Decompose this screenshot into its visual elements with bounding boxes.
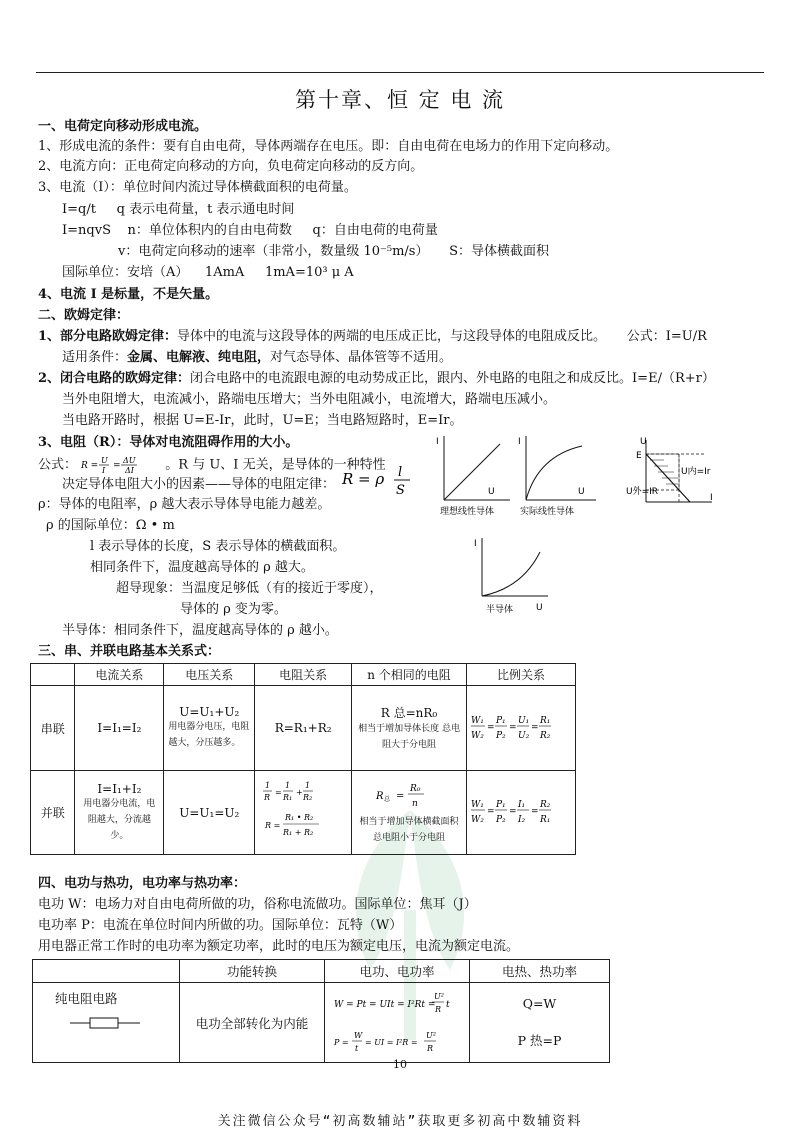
g4-axis-i: I bbox=[474, 539, 477, 549]
series-ratio-formula bbox=[471, 710, 571, 744]
g3-inner: U内=Ir bbox=[681, 467, 711, 477]
svg-text:R₁ + R₂: R₁ + R₂ bbox=[283, 828, 314, 837]
corner-cell bbox=[31, 664, 75, 686]
g2-axis-u: U bbox=[578, 487, 585, 497]
svg-text:R₂: R₂ bbox=[540, 730, 551, 741]
formula-prefix: 公式： bbox=[38, 457, 78, 473]
pw-row1-name: 纯电阻电路 bbox=[55, 991, 118, 1006]
parallel-n-note: 相当于增加导体横截面积 总电阻小于分电阻 bbox=[359, 817, 459, 843]
parallel-current: I=I₁+I₂ bbox=[97, 781, 142, 796]
svg-text:R: R bbox=[435, 1005, 442, 1014]
pw-row1-work bbox=[325, 983, 470, 1063]
g1-label: 理想线性导体 bbox=[440, 507, 495, 517]
s4-line-2: 电功率 P：电流在单位时间内所做的功。国际单位：瓦特（W） bbox=[38, 918, 403, 933]
svg-text:I₂: I₂ bbox=[518, 815, 526, 825]
svg-text:R₀: R₀ bbox=[410, 784, 421, 794]
svg-text:=: = bbox=[531, 722, 539, 733]
series-resistance: R=R₁+R₂ bbox=[255, 686, 352, 771]
s1-line-1: 1、形成电流的条件：要有自由电荷，导体两端存在电压。即：自由电荷在电场力的作用下定向移动。 bbox=[38, 139, 619, 154]
svg-text:W₁: W₁ bbox=[471, 715, 484, 726]
power-table bbox=[32, 959, 610, 1063]
svg-text:= UI = I²R =: = UI = I²R = bbox=[365, 1038, 418, 1047]
svg-text:1: 1 bbox=[305, 781, 311, 790]
parallel-n-cell bbox=[352, 771, 467, 855]
pw-col-heat: 电热、热功率 bbox=[470, 960, 610, 983]
svg-text:R₁ • R₂: R₁ • R₂ bbox=[285, 813, 314, 822]
series-voltage: U=U₁+U₂ bbox=[179, 705, 240, 719]
parallel-voltage: U=U₁=U₂ bbox=[164, 771, 255, 855]
svg-text:P =: P = bbox=[334, 1038, 349, 1047]
svg-text:W: W bbox=[354, 1031, 363, 1040]
s2-p1-label: 1、部分电路欧姆定律： bbox=[38, 329, 178, 344]
svg-text:R: R bbox=[376, 791, 384, 802]
s1-line-2: 2、电流方向：正电荷定向移动的方向，负电荷定向移动的反方向。 bbox=[38, 159, 424, 174]
resistor-symbol bbox=[66, 1013, 146, 1033]
g3-i: I bbox=[710, 493, 713, 503]
svg-text:U²: U² bbox=[426, 1031, 436, 1040]
svg-text:W₂: W₂ bbox=[471, 815, 484, 825]
g1-axis-u: U bbox=[488, 487, 495, 497]
parallel-ratio-formula bbox=[471, 794, 571, 828]
svg-text:P₁: P₁ bbox=[496, 715, 506, 726]
r-formula-svg bbox=[81, 456, 161, 474]
s2-p2-line-3: 当电路开路时，根据 U=E-Ir，此时，U=E；当电路短路时，E=Ir。 bbox=[62, 413, 463, 428]
svg-text:R₂: R₂ bbox=[540, 800, 551, 810]
svg-text:U₂: U₂ bbox=[518, 730, 530, 741]
pw-col-conversion: 功能转换 bbox=[180, 960, 325, 983]
graph-semiconductor bbox=[472, 536, 552, 618]
col-voltage: 电压关系 bbox=[164, 664, 255, 686]
s2-p1-text: 导体中的电流与这段导体的两端的电压成正比，与这段导体的电阻成反比。 公式：I=U/R bbox=[177, 329, 707, 344]
g1-axis-i: I bbox=[436, 437, 439, 447]
s4-line-1: 电功 W：电场力对自由电荷所做的功，俗称电流做功。国际单位：焦耳（J） bbox=[38, 897, 477, 912]
pw-row1-heat-cell bbox=[470, 983, 610, 1063]
formula-tail: 。R 与 U、I 无关，是导体的一种特性 bbox=[165, 457, 386, 473]
svg-text:=: = bbox=[509, 722, 517, 733]
svg-text:S: S bbox=[396, 483, 405, 498]
parallel-resistance bbox=[255, 771, 352, 855]
parallel-ratio bbox=[467, 771, 576, 855]
s2-p2-line-2: 当外电阻增大，电流减小，路端电压增大；当外电阻减小，电流增大，路端电压减小。 bbox=[62, 392, 557, 407]
svg-text:=: = bbox=[275, 788, 282, 797]
svg-text:1: 1 bbox=[265, 781, 271, 790]
row-parallel-name: 并联 bbox=[31, 771, 75, 855]
series-parallel-table bbox=[30, 663, 576, 855]
svg-text:=: = bbox=[113, 461, 121, 471]
series-current: I=I₁=I₂ bbox=[75, 686, 164, 771]
svg-text:P₂: P₂ bbox=[496, 815, 506, 825]
svg-text:P₂: P₂ bbox=[496, 730, 506, 741]
svg-text:=: = bbox=[396, 791, 405, 802]
s1-line-4: 4、电流 I 是标量，不是矢量。 bbox=[38, 287, 219, 302]
svg-text:W = Pt = UIt = I²Rt =: W = Pt = UIt = I²Rt = bbox=[334, 1000, 436, 1010]
svg-text:R = ρ: R = ρ bbox=[342, 470, 385, 488]
svg-text:ΔI: ΔI bbox=[125, 466, 135, 474]
col-n-same: n 个相同的电阻 bbox=[352, 664, 467, 686]
cond-label: 适用条件： bbox=[62, 350, 128, 365]
section-4-heading: 四、电功与热功，电功率与热功率： bbox=[38, 876, 247, 891]
svg-text:ΔU: ΔU bbox=[123, 456, 136, 465]
svg-text:W₁: W₁ bbox=[471, 800, 484, 810]
series-voltage-cell bbox=[164, 686, 255, 771]
s2-p3-line-3: ρ：导体的电阻率，ρ 越大表示导体导电能力越差。 bbox=[38, 497, 331, 512]
s2-p1-cond bbox=[62, 349, 452, 367]
series-n-note: 相当于增加导体长度 总电阻大于分电阻 bbox=[358, 723, 460, 750]
s1-formula-2: I=nqvS n：单位体积内的自由电荷数 q：自由电荷的电荷量 bbox=[62, 223, 438, 238]
pw-heat-p: P 热=P bbox=[517, 1033, 562, 1048]
graph-actual-linear bbox=[516, 432, 606, 518]
svg-text:R₁: R₁ bbox=[540, 815, 551, 825]
svg-text:R: R bbox=[427, 1044, 434, 1053]
svg-text:U₁: U₁ bbox=[518, 715, 530, 726]
pw-corner bbox=[33, 960, 180, 983]
svg-text:I: I bbox=[102, 466, 106, 474]
page-number: 10 bbox=[393, 1058, 407, 1071]
svg-text:t: t bbox=[446, 1000, 450, 1010]
cond-scope: 金属、电解液、纯电阻， bbox=[127, 350, 271, 365]
series-n-same: R 总=nR₀ bbox=[380, 705, 438, 720]
col-current: 电流关系 bbox=[75, 664, 164, 686]
row-series-name: 串联 bbox=[31, 686, 75, 771]
parallel-current-cell bbox=[75, 771, 164, 855]
svg-text:=: = bbox=[487, 807, 495, 817]
s2-p2-label: 2、闭合电路的欧姆定律： bbox=[38, 371, 191, 386]
footer-note: 关注微信公众号“初高数辅站”获取更多初高中数辅资料 bbox=[217, 1114, 583, 1129]
col-ratio: 比例关系 bbox=[467, 664, 576, 686]
s4-line-3: 用电器正常工作时的电功率为额定功率，此时的电压为额定电压，电流为额定电流。 bbox=[38, 939, 520, 954]
svg-text:总: 总 bbox=[384, 796, 391, 803]
svg-text:P₁: P₁ bbox=[496, 800, 506, 810]
g3-u: U bbox=[640, 437, 647, 447]
pw-heat-q: Q=W bbox=[522, 996, 557, 1011]
svg-text:R₁: R₁ bbox=[540, 715, 551, 726]
svg-text:I₁: I₁ bbox=[518, 800, 526, 810]
pw-row1-name-cell bbox=[33, 983, 180, 1063]
svg-text:1: 1 bbox=[285, 781, 291, 790]
svg-text:R =: R = bbox=[81, 461, 99, 471]
s2-p1 bbox=[38, 328, 707, 346]
svg-text:R₂: R₂ bbox=[303, 793, 313, 802]
svg-text:l: l bbox=[398, 465, 403, 480]
series-voltage-note: 用电器分电压，电阻越大，分压越多。 bbox=[168, 722, 250, 748]
svg-text:n: n bbox=[412, 799, 418, 809]
g2-label: 实际线性导体 bbox=[520, 507, 575, 517]
g3-e: E bbox=[636, 451, 642, 461]
svg-text:t: t bbox=[355, 1044, 359, 1053]
svg-text:+: + bbox=[296, 788, 303, 797]
svg-text:=: = bbox=[487, 722, 495, 733]
svg-text:U²: U² bbox=[434, 992, 444, 1001]
pw-col-work: 电功、电功率 bbox=[325, 960, 470, 983]
section-3-heading: 三、串、并联电路基本关系式： bbox=[38, 644, 221, 659]
s2-p3-line-5: l 表示导体的长度，S 表示导体的横截面积。 bbox=[90, 539, 346, 554]
s2-p3-line-9: 半导体：相同条件下，温度越高导体的 ρ 越小。 bbox=[62, 623, 338, 638]
work-formula bbox=[332, 985, 462, 1057]
g3-outer: U外=IR bbox=[626, 487, 659, 497]
s2-p3-heading: 3、电阻（R）：导体对电流阻碍作用的大小。 bbox=[38, 435, 299, 450]
section-1-heading: 一、电荷定向移动形成电流。 bbox=[38, 119, 208, 134]
s2-p3-line-6: 相同条件下，温度越高导体的 ρ 越大。 bbox=[90, 560, 314, 575]
s1-formula-4: 国际单位：安培（A） 1AmA 1mA=10³ μ A bbox=[62, 265, 354, 280]
svg-text:R =: R = bbox=[265, 821, 281, 830]
svg-text:=: = bbox=[509, 807, 517, 817]
g2-axis-i: I bbox=[518, 437, 521, 447]
series-n-cell bbox=[352, 686, 467, 771]
parallel-n-formula bbox=[374, 779, 444, 811]
resistivity-formula bbox=[340, 462, 420, 498]
s1-formula-3: v：电荷定向移动的速率（非常小，数量级 10⁻⁵m/s） S：导体横截面积 bbox=[118, 244, 550, 259]
col-resistance: 电阻关系 bbox=[255, 664, 352, 686]
svg-text:=: = bbox=[531, 807, 539, 817]
parallel-resistance-formula bbox=[263, 778, 343, 844]
s2-p3-line-8: 导体的 ρ 变为零。 bbox=[180, 602, 287, 617]
svg-text:U: U bbox=[101, 456, 108, 465]
s1-formula-1: I=q/t q 表示电荷量，t 表示通电时间 bbox=[62, 202, 295, 217]
svg-text:W₂: W₂ bbox=[471, 730, 484, 741]
section-2-heading: 二、欧姆定律： bbox=[38, 308, 130, 323]
s2-p2 bbox=[38, 370, 715, 388]
page-title: 第十章、恒 定 电 流 bbox=[294, 88, 506, 112]
parallel-current-note: 用电器分电流，电阻越大，分流越少。 bbox=[83, 798, 156, 841]
s1-line-3: 3、电流（I）：单位时间内流过导体横截面积的电荷量。 bbox=[38, 180, 357, 195]
s2-p3-line-2: 决定导体电阻大小的因素——导体的电阻定律： bbox=[62, 477, 336, 492]
g4-axis-u: U bbox=[536, 603, 543, 613]
graph-ideal-linear bbox=[430, 432, 516, 518]
svg-text:R: R bbox=[264, 793, 271, 802]
g4-label: 半导体 bbox=[486, 605, 514, 615]
s2-p3-line-4: ρ 的国际单位：Ω • m bbox=[46, 518, 175, 533]
cond-exclude: 对气态导体、晶体管等不适用。 bbox=[270, 350, 453, 365]
resistance-formula bbox=[38, 456, 386, 475]
top-rule bbox=[36, 72, 764, 73]
s2-p2-text: 闭合电路中的电流跟电源的电动势成正比，跟内、外电路的电阻之和成反比。I=E/（R+r） bbox=[190, 371, 715, 386]
s2-p3-line-7: 超导现象：当温度足够低（有的接近于零度）， bbox=[116, 581, 383, 596]
pw-row1-conversion: 电功全部转化为内能 bbox=[180, 983, 325, 1063]
series-ratio bbox=[467, 686, 576, 771]
svg-text:R₁: R₁ bbox=[283, 793, 293, 802]
graph-source-ui bbox=[624, 432, 720, 514]
